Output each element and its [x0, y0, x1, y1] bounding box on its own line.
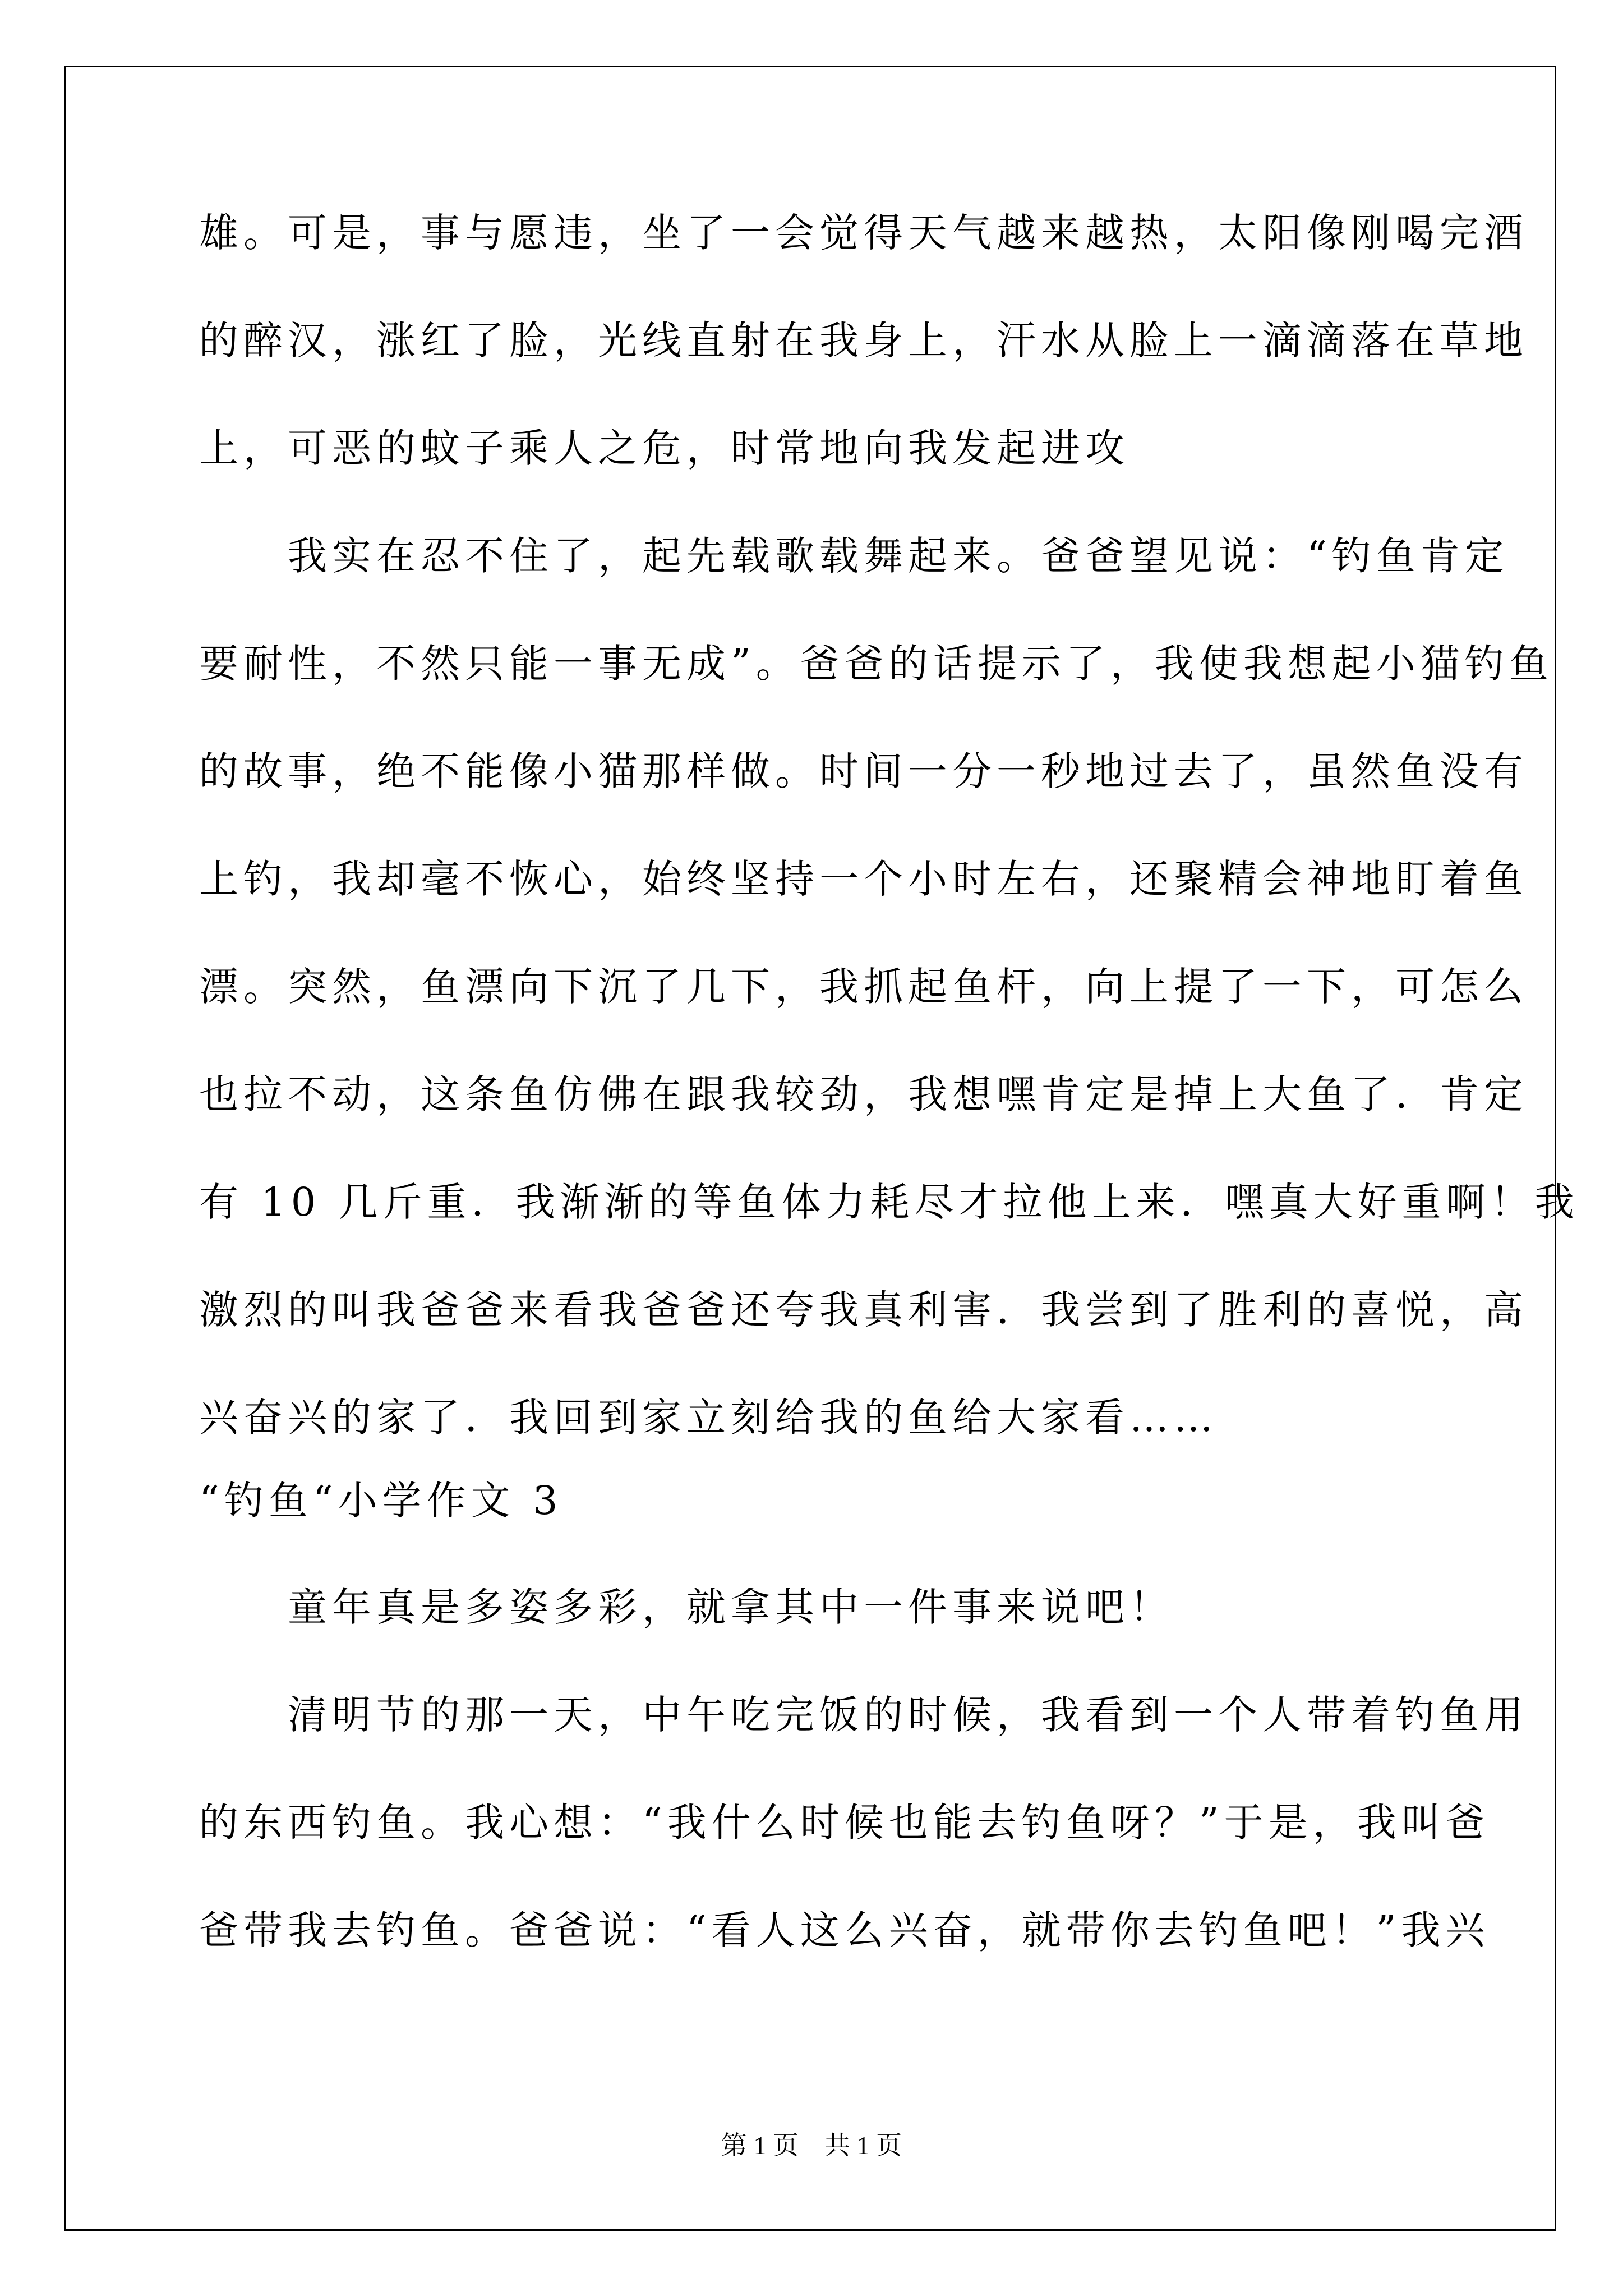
section-heading: “钓鱼“小学作文 3	[199, 1478, 563, 1524]
text-line: 上钓，我却毫不恢心，始终坚持一个小时左右，还聚精会神地盯着鱼	[199, 856, 1528, 902]
text-line: 的故事，绝不能像小猫那样做。时间一分一秒地过去了，虽然鱼没有	[199, 748, 1528, 794]
paragraph-start: 清明节的那一天，中午吃完饭的时候，我看到一个人带着钓鱼用	[199, 1692, 1528, 1738]
text-line: 要耐性，不然只能一事无成”。爸爸的话提示了，我使我想起小猫钓鱼	[199, 641, 1553, 687]
paragraph-start: 童年真是多姿多彩，就拿其中一件事来说吧！	[199, 1584, 1174, 1630]
text-line: 爸带我去钓鱼。爸爸说：“看人这么兴奋，就带你去钓鱼吧！”我兴	[199, 1907, 1490, 1953]
text-line: 有 10 几斤重．我渐渐的等鱼体力耗尽才拉他上来．嘿真大好重啊！我	[199, 1179, 1579, 1225]
paragraph-start: 我实在忍不住了，起先载歌载舞起来。爸爸望见说：“钓鱼肯定	[199, 533, 1509, 579]
text-line: 的东西钓鱼。我心想：“我什么时候也能去钓鱼呀？”于是，我叫爸	[199, 1800, 1490, 1846]
text-line: 漂。突然，鱼漂向下沉了几下，我抓起鱼杆，向上提了一下，可怎么	[199, 964, 1528, 1010]
text-line: 也拉不动，这条鱼仿佛在跟我较劲，我想嘿肯定是掉上大鱼了．肯定	[199, 1071, 1528, 1117]
text-line: 的醉汉，涨红了脸，光线直射在我身上，汗水从脸上一滴滴落在草地	[199, 318, 1528, 364]
text-line: 激烈的叫我爸爸来看我爸爸还夸我真利害．我尝到了胜利的喜悦，高	[199, 1287, 1528, 1333]
page-footer: 第 1 页 共 1 页	[721, 2131, 902, 2160]
text-line: 上，可恶的蚊子乘人之危，时常地向我发起进攻	[199, 425, 1129, 471]
text-line: 兴奋兴的家了．我回到家立刻给我的鱼给大家看……	[199, 1395, 1218, 1441]
text-line: 雄。可是，事与愿违，坐了一会觉得天气越来越热，太阳像刚喝完酒	[199, 210, 1528, 256]
